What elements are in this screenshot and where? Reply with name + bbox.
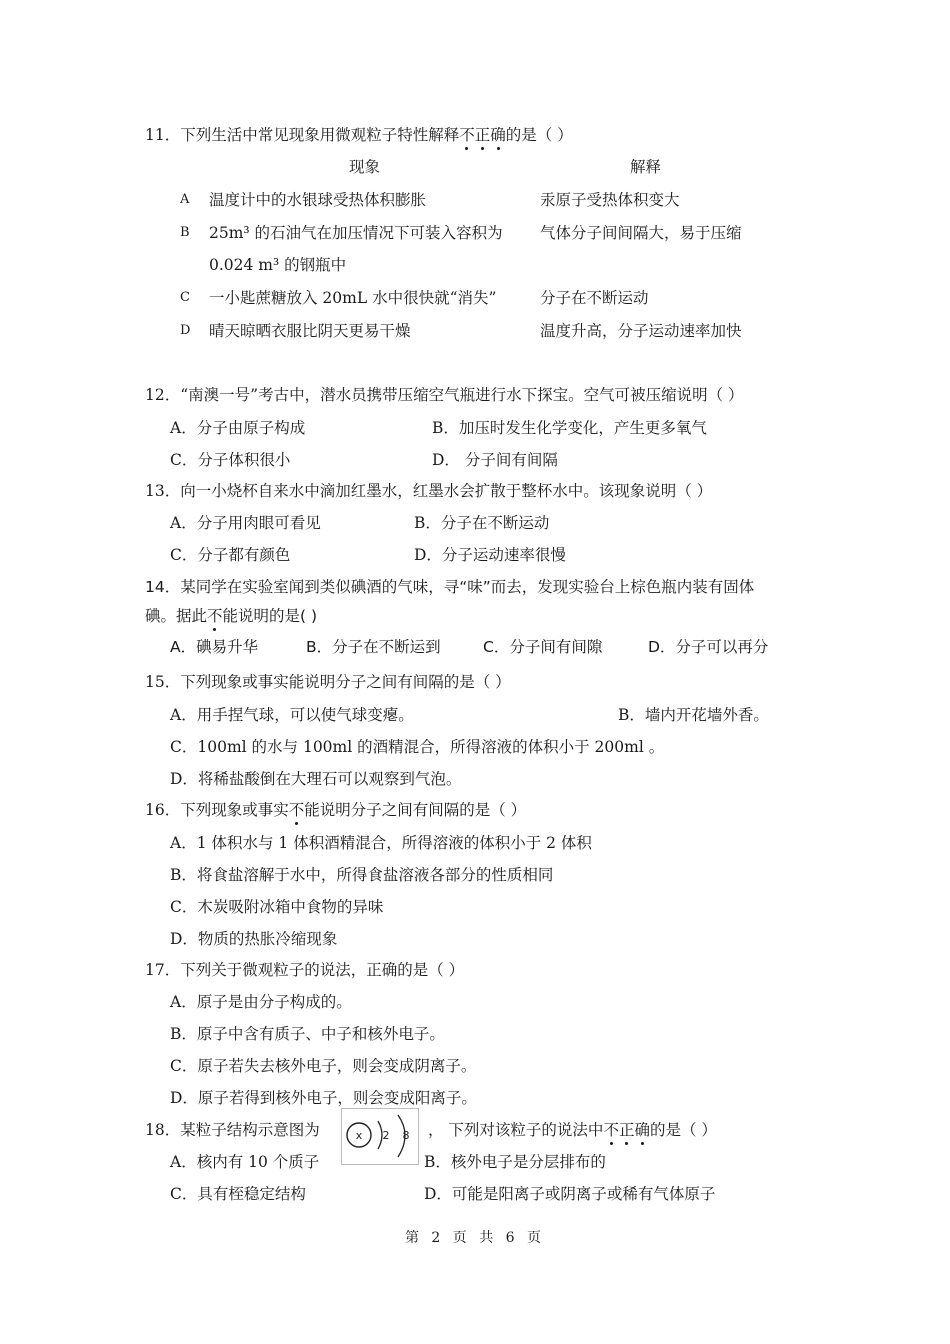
q17-option-c: C．原子若失去核外电子，则会变成阴离子。 [170,1057,477,1075]
q18-option-b: B．核外电子是分层排布的 [424,1153,606,1171]
q16-option-b: B．将食盐溶解于水中，所得食盐溶液各部分的性质相同 [170,866,554,884]
q12-option-c: C．分子体积很小 [170,451,291,469]
q11-row-label: B [180,225,190,240]
q11-row-explanation: 汞原子受热体积变大 [540,191,680,209]
q15-option-d: D．将稀盐酸倒在大理石可以观察到气泡。 [170,770,462,788]
q13-option-d: D．分子运动速率很慢 [414,546,566,564]
q14-stem-line2: 碘。据此不能说明的是( ) [145,607,318,625]
q17-stem: 17．下列关于微观粒子的说法，正确的是（ ） [145,961,465,979]
q11-header-explanation: 解释 [630,158,662,176]
q17-option-d: D．原子若得到核外电子，则会变成阳离子。 [170,1089,477,1107]
q14-option-d: D．分子可以再分 [648,638,769,656]
q18-option-d: D．可能是阳离子或阴离子或稀有气体原子 [424,1185,716,1203]
shell1-label: 2 [382,1129,390,1142]
q11-row-phenomenon-cont: 0.024 m³ 的钢瓶中 [209,256,347,274]
q16-option-c: C．木炭吸附冰箱中食物的异味 [170,898,384,916]
q18-option-a: A．核内有 10 个质子 [170,1153,320,1171]
q11-row-phenomenon: 晴天晾晒衣服比阴天更易干燥 [209,322,411,340]
q11-row-label: C [180,290,190,305]
q11-row-explanation: 温度升高，分子运动速率加快 [540,322,742,340]
q14-stem-line1: 14．某同学在实验室闻到类似碘酒的气味，寻“味”而去，发现实验台上棕色瓶内装有固体 [145,578,755,596]
q16-option-a: A．1 体积水与 1 体积酒精混合，所得溶液的体积小于 2 体积 [170,834,592,852]
q18-stem-end: ， 下列对该粒子的说法中不正确的是（ ） [428,1121,717,1139]
shell-arc-1 [378,1121,382,1149]
q12-option-b: B．加压时发生化学变化，产生更多氧气 [432,419,707,437]
q13-option-a: A．分子用肉眼可看见 [170,514,321,532]
q17-option-b: B．原子中含有质子、中子和核外电子。 [170,1025,445,1043]
q14-option-c: C．分子间有间隙 [483,638,603,656]
q12-stem: 12．“南澳一号”考古中，潜水员携带压缩空气瓶进行水下探宝。空气可被压缩说明（ ） [145,386,744,404]
q16-stem: 16．下列现象或事实不能说明分子之间有间隔的是（ ） [145,801,527,819]
q11-row-phenomenon: 一小匙蔗糖放入 20mL 水中很快就“消失” [209,289,497,307]
q18-option-c: C．具有桎稳定结构 [170,1185,306,1203]
q11-header-phenomenon: 现象 [349,158,381,176]
q13-option-c: C．分子都有颜色 [170,546,291,564]
q13-stem: 13．向一小烧杯自来水中滴加红墨水，红墨水会扩散于整杯水中。该现象说明（ ） [145,482,713,500]
shell2-label: 8 [402,1129,410,1142]
q11-row-explanation: 气体分子间间隔大，易于压缩 [540,224,742,242]
q11-row-label: D [180,323,191,338]
q14-option-b: B．分子在不断运到 [306,638,441,656]
nucleus-label: x [355,1129,363,1142]
q11-row-phenomenon: 温度计中的水银球受热体积膨胀 [209,191,427,209]
q11-row-explanation: 分子在不断运动 [540,289,649,307]
q18-stem-start: 18．某粒子结构示意图为 [145,1121,320,1139]
q12-option-a: A．分子由原子构成 [170,419,306,437]
q15-option-b: B．墙内开花墙外香。 [618,706,769,724]
q15-option-a: A．用手捏气球，可以使气球变瘪。 [170,706,414,724]
q14-option-a: A．碘易升华 [170,638,259,656]
q17-option-a: A．原子是由分子构成的。 [170,993,352,1011]
q11-row-label: A [180,192,190,207]
q15-option-c: C．100ml 的水与 100ml 的酒精混合，所得溶液的体积小于 200ml 。 [170,738,665,756]
q13-option-b: B．分子在不断运动 [414,514,550,532]
q15-stem: 15．下列现象或事实能说明分子之间有间隔的是（ ） [145,673,511,691]
atomic-structure-figure [341,1108,419,1165]
q12-option-d: D． 分子间有间隔 [432,451,558,469]
q16-option-d: D．物质的热胀冷缩现象 [170,930,338,948]
page-footer: 第 2 页 共 6 页 [404,1230,546,1246]
q11-stem: 11．下列生活中常见现象用微观粒子特性解释不正确的是（ ） [145,126,573,144]
q11-row-phenomenon: 25m³ 的石油气在加压情况下可装入容积为 [209,224,503,242]
